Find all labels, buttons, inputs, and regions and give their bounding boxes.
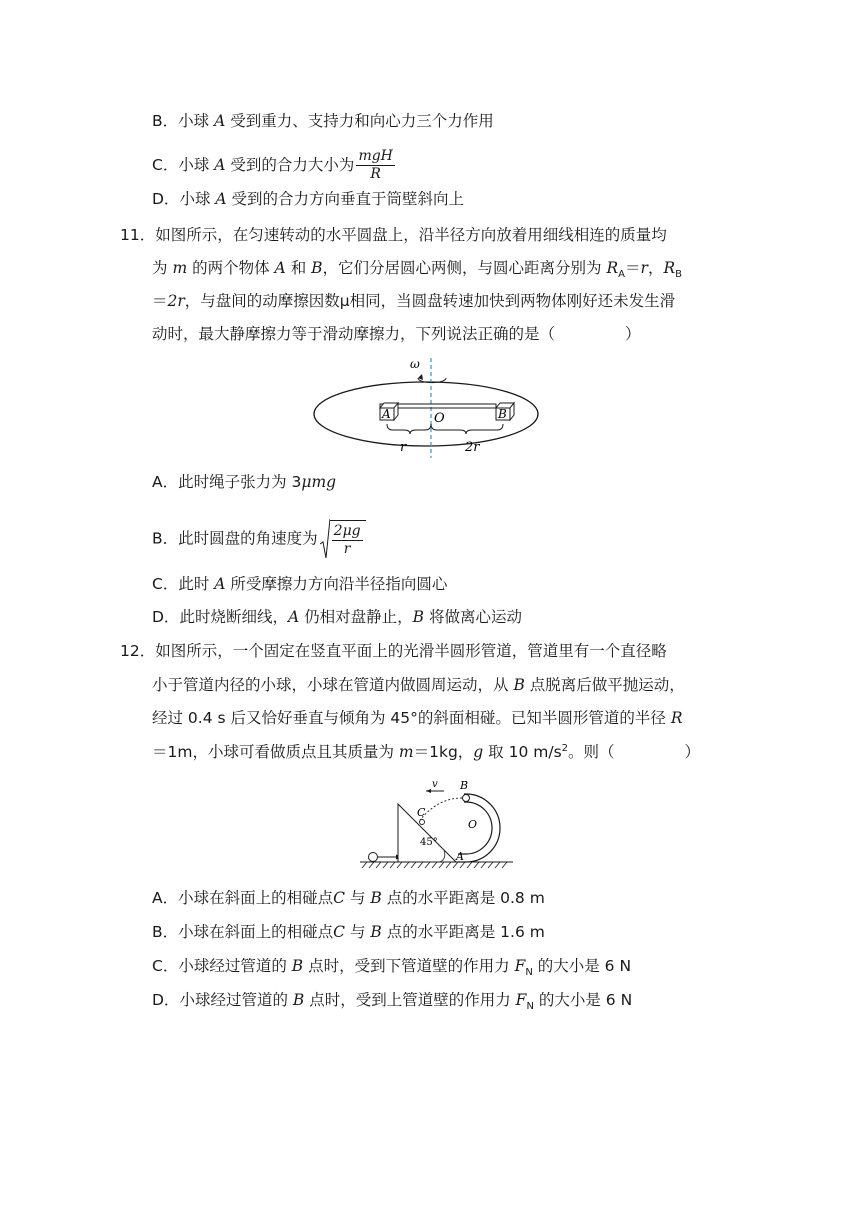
- q10-option-b: B．小球 A 受到重力、支持力和向心力三个力作用: [152, 112, 494, 130]
- center-o-label: O: [434, 411, 445, 426]
- q12-stem-line-4: ＝1m，小球可看做质点且其质量为 m＝1kg，g 取 10 $m/s^2$。则（ ）: [152, 742, 701, 761]
- q11-option-a: A．此时绳子张力为 3μmg: [152, 473, 337, 491]
- q12-option-d: D．小球经过管道的 B 点时，受到上管道壁的作用力 $F_N$ 的大小是 6 N: [152, 991, 633, 1013]
- point-a-label: A: [456, 850, 464, 863]
- q11-stem-line-1: 11．如图所示，在匀速转动的水平圆盘上，沿半径方向放着用细线相连的质量均: [120, 226, 667, 244]
- q12-stem-line-2: 小于管道内径的小球，小球在管道内做圆周运动，从 B 点脱离后做平抛运动，: [152, 676, 685, 694]
- q12-option-b: B．小球在斜面上的相碰点C 与 B 点的水平距离是 1.6 m: [152, 923, 545, 941]
- block-b: [496, 403, 514, 421]
- q10-option-d: D．小球 A 受到的合力方向垂直于筒壁斜向上: [152, 190, 465, 208]
- point-b-label: B: [460, 779, 469, 792]
- q11-option-d: D．此时烧断细线，A 仍相对盘静止，B 将做离心运动: [152, 608, 522, 626]
- q11-stem-line-4: 动时，最大静摩擦力等于滑动摩擦力，下列说法正确的是（ ）: [152, 325, 641, 343]
- center-o-label: O: [468, 818, 478, 831]
- q11-option-b: B．此时圆盘的角速度为 $\frac{2\mu g}{r}$: [152, 518, 366, 560]
- omega-label: ω: [410, 357, 420, 371]
- q12-option-c: C．小球经过管道的 B 点时，受到下管道壁的作用力 $F_N$ 的大小是 6 N: [152, 957, 632, 979]
- fraction-mgh-over-r: $\frac{\text{mgH}}{R}$: [358, 148, 393, 182]
- q11-option-c: C．此时 A 所受摩擦力方向沿半径指向圆心: [152, 575, 448, 593]
- q10-option-c: C．小球 A 受到的合力大小为 $\frac{\text{mgH}}{R}$: [152, 148, 393, 182]
- svg-text:A: A: [382, 407, 391, 421]
- q12-stem-line-3: 经过 0.4 s 后又恰好垂直与倾角为 45°的斜面相碰。已知半圆形管道的半径 R: [152, 709, 683, 727]
- sqrt-2ug-over-r: $\frac{2\mu g}{r}$: [320, 518, 366, 560]
- q12-stem-line-1: 12．如图所示，一个固定在竖直平面上的光滑半圆形管道，管道里有一个直径略: [120, 642, 667, 660]
- r-label: r: [400, 440, 407, 455]
- q12-semicircular-pipe-figure: [358, 776, 518, 872]
- velocity-v-label: v: [432, 779, 438, 790]
- 2r-label: 2r: [465, 440, 480, 455]
- q12-option-a: A．小球在斜面上的相碰点C 与 B 点的水平距离是 0.8 m: [152, 889, 545, 907]
- angle-45-label: 45°: [420, 837, 438, 848]
- point-c-label: C: [417, 806, 426, 819]
- q11-stem-line-2: 为 m 的两个物体 A 和 B，它们分居圆心两侧，与圆心距离分别为 $R_A=r$，$R_B$: [152, 259, 682, 281]
- block-a: [380, 403, 398, 421]
- q11-rotating-disk-figure: [300, 356, 540, 460]
- svg-text:B: B: [498, 407, 507, 421]
- q11-stem-line-3: ＝2r，与盘间的动摩擦因数μ相同，当圆盘转速加快到两物体刚好还未发生滑: [152, 292, 676, 310]
